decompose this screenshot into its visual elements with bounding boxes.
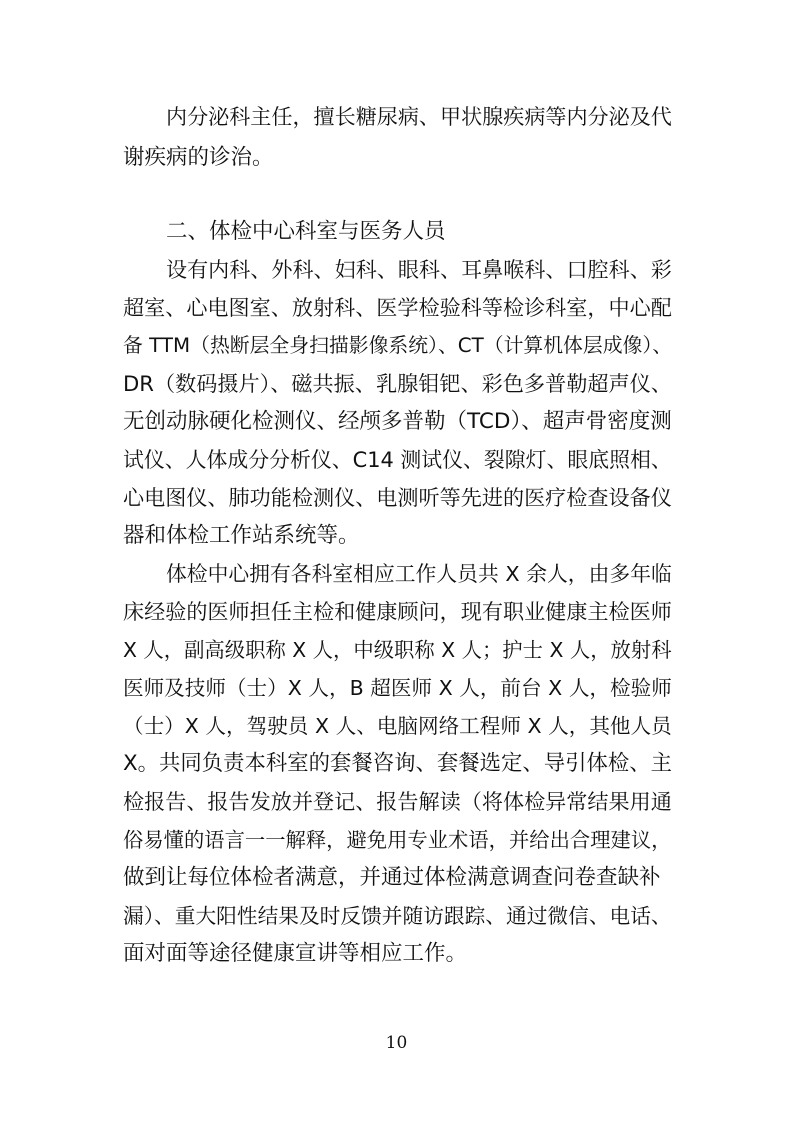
body-text-line: 体检中心拥有各科室相应工作人员共 X 余人，由多年临 [166,562,672,586]
body-text-line: 内分泌科主任，擅长糖尿病、甲状腺疾病等内分泌及代 [166,104,672,129]
body-text-line: 谢疾病的诊治。 [123,145,274,170]
body-text-line: 床经验的医师担任主检和健康顾问，现有职业健康主检医师 [123,599,672,624]
body-text-line: 试仪、人体成分分析仪、C14 测试仪、裂隙灯、眼底照相、 [123,448,672,472]
body-text-line: 无创动脉硬化检测仪、经颅多普勒（TCD）、超声骨密度测 [123,409,672,434]
body-text-line: X 人，副高级职称 X 人，中级职称 X 人；护士 X 人，放射科 [123,638,672,662]
body-text-line: 器和体检工作站系统等。 [123,523,360,548]
body-text-line: X。共同负责本科室的套餐咨询、套餐选定、导引体检、主 [123,751,673,776]
page-number: 10 [385,1033,408,1053]
body-text-line: 检报告、报告发放并登记、报告解读（将体检异常结果用通 [123,789,672,814]
body-text-line: 设有内科、外科、妇科、眼科、耳鼻喉科、口腔科、彩 [166,257,672,282]
body-text-line: 做到让每位体检者满意，并通过体检满意调查问卷查缺补 [123,865,661,890]
body-text-line: 备 TTM（热断层全身扫描影像系统）、CT（计算机体层成像）、 [123,334,673,357]
body-text-line: 超室、心电图室、放射科、医学检验科等检诊科室，中心配 [123,295,672,320]
body-text-line: 俗易懂的语言一一解释，避免用专业术语，并给出合理建议， [123,828,672,852]
body-text-line: 漏）、重大阳性结果及时反馈并随访跟踪、通过微信、电话、 [123,904,672,928]
section-heading: 二、体检中心科室与医务人员 [166,219,446,244]
body-text-line: DR（数码摄片）、磁共振、乳腺钼钯、彩色多普勒超声仪、 [123,371,672,396]
body-text-line: （士）X 人，驾驶员 X 人、电脑网络工程师 X 人，其他人员 [123,714,672,738]
body-text-line: 心电图仪、肺功能检测仪、电测听等先进的医疗检查设备仪 [123,485,672,510]
body-text-line: 医师及技师（士）X 人，B 超医师 X 人，前台 X 人，检验师 [123,676,672,700]
body-text-line: 面对面等途径健康宣讲等相应工作。 [123,941,468,966]
